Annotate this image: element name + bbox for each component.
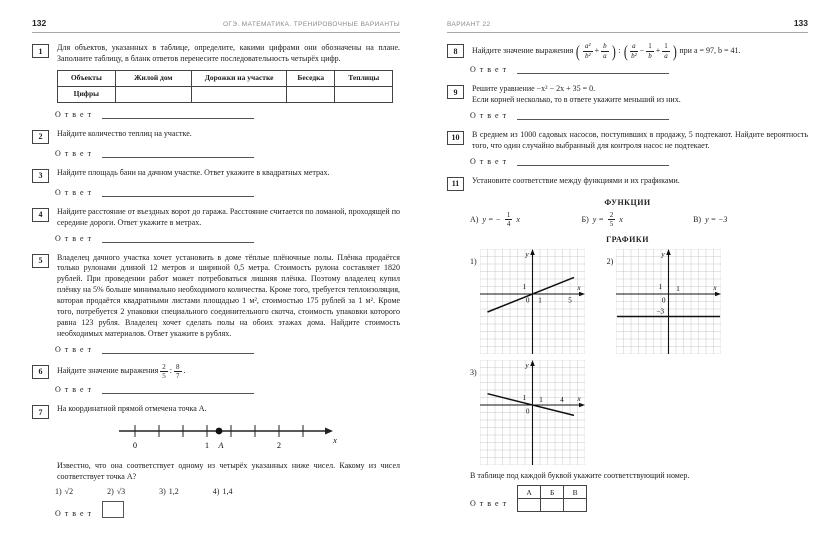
task-3-text: Найдите площадь бани на дачном участке. Ответ укажите в квадратных метрах. [57, 167, 330, 177]
answer-label: О т в е т [55, 233, 93, 243]
task-2-number: 2 [32, 130, 49, 144]
task-11-number: 11 [447, 177, 464, 191]
option-1: 1) √2 [55, 486, 74, 496]
fraction: $\frac{a}{\text{b²}}$ [631, 42, 637, 60]
answer-label: О т в е т [470, 156, 508, 166]
answer-blank [102, 386, 254, 394]
function-v: В) y = −3 [693, 215, 728, 225]
task-3-answer [55, 188, 400, 197]
answer-blank [102, 346, 254, 354]
task-6-text: Найдите значение выражения [57, 366, 159, 376]
svg-text:x: x [577, 284, 581, 293]
plus-operator: + [594, 46, 600, 56]
abc-cell-empty [564, 499, 587, 512]
left-running-title: ОГЭ. МАТЕМАТИКА. ТРЕНИРОВОЧНЫЕ ВАРИАНТЫ [222, 21, 400, 28]
y-axis-arrow [530, 360, 535, 366]
fraction: $\frac{1}{4}$ [506, 210, 511, 228]
objects-table-header: Беседка [287, 70, 335, 86]
left-page-number: 132 [32, 18, 47, 28]
task-4 [32, 207, 400, 229]
task-5-answer [55, 345, 400, 354]
fraction: $\frac{b}{a}$ [603, 42, 607, 60]
task-1-answer [55, 110, 400, 119]
abc-cell-empty [518, 499, 541, 512]
svg-text:y: y [661, 250, 665, 259]
digits-row-label: Цифры [58, 86, 116, 102]
svg-text:1: 1 [538, 396, 543, 405]
graph-3 [470, 360, 585, 465]
task-7 [32, 404, 400, 483]
task-4-text: Найдите расстояние от въездных ворот до гаража. Расстояние считается по ломаной, проходящей по середине дороги. Ответ укажите в метрах. [57, 206, 400, 227]
option-3: 3) 1,2 [159, 486, 179, 496]
objects-table-header: Теплицы [335, 70, 393, 86]
svg-text:y: y [525, 250, 529, 259]
graph-3-svg [480, 360, 585, 465]
objects-table-header: Дорожки на участке [192, 70, 287, 86]
functions-heading: ФУНКЦИИ [604, 197, 651, 207]
task-7-text2: Известно, что она соответствует одному из четырёх указанных ниже чисел. Какому из чисел соответствует точка A? [57, 460, 400, 481]
svg-text:4: 4 [559, 396, 564, 405]
colon-operator: : [618, 46, 621, 56]
answer-label: О т в е т [470, 499, 508, 509]
svg-text:0: 0 [662, 296, 666, 305]
task-9-body [472, 84, 808, 106]
task-10 [447, 130, 808, 152]
svg-text:1: 1 [676, 285, 681, 294]
task-6-body [57, 364, 400, 381]
open-paren: ( [576, 42, 581, 61]
colon-operator: : [169, 366, 173, 376]
graphs-row-1 [470, 249, 808, 354]
graph-1-line [487, 278, 574, 313]
svg-text:0: 0 [525, 296, 530, 305]
graph-2-id: 2) [606, 257, 614, 267]
svg-text:x: x [577, 395, 581, 404]
task-3-number: 3 [32, 169, 49, 183]
right-running-title: ВАРИАНТ 22 [447, 21, 491, 28]
left-page-header [32, 18, 400, 33]
answer-blank [102, 111, 254, 119]
svg-text:y: y [525, 361, 529, 370]
objects-table-header-row [58, 70, 393, 86]
svg-text:1: 1 [522, 394, 526, 403]
fraction: $\frac{\text{a²}}{\text{b²}}$ [584, 42, 591, 60]
svg-text:1: 1 [658, 283, 663, 292]
right-page-number: 133 [793, 18, 808, 28]
task-11-footer: В таблице под каждой буквой укажите соответствующий номер. [470, 471, 690, 481]
objects-table-header: Жилой дом [115, 70, 191, 86]
task-2-text: Найдите количество теплиц на участке. [57, 128, 192, 138]
task-6-number: 6 [32, 365, 49, 379]
x-axis-arrow [579, 403, 585, 408]
task-5 [32, 253, 400, 340]
graph-2 [607, 249, 722, 354]
task-10-text: В среднем из 1000 садовых насосов, поступивших в продажу, 5 подтекают. Найдите вероятность того, что один случайно выбранный для контроля насос не подтекает. [472, 129, 808, 150]
fraction: $\frac{1}{a}$ [664, 42, 668, 60]
task-7-body [57, 404, 400, 483]
task-11 [447, 176, 808, 191]
tick-label-0: 0 [132, 441, 137, 451]
task-5-number: 5 [32, 254, 49, 268]
fraction: $\frac{2}{5}$ [609, 210, 614, 228]
task-4-number: 4 [32, 208, 49, 222]
answer-label: О т в е т [55, 385, 93, 395]
fraction: $\frac{1}{b}$ [648, 42, 652, 60]
task-10-number: 10 [447, 131, 464, 145]
answer-label: О т в е т [55, 344, 93, 354]
answer-label: О т в е т [470, 110, 508, 120]
task-8 [447, 43, 808, 60]
x-axis-arrow [715, 292, 721, 297]
close-paren: ) [672, 42, 677, 61]
task-8-number: 8 [447, 44, 464, 58]
tick-label-1: 1 [204, 441, 209, 451]
digits-cell-empty [335, 86, 393, 102]
task-9-answer [470, 111, 808, 120]
svg-text:x: x [713, 284, 717, 293]
task-6-answer [55, 385, 400, 394]
task-7-number: 7 [32, 405, 49, 419]
axis-arrow [325, 428, 333, 435]
abc-header: Б [541, 486, 564, 499]
task-2-answer [55, 149, 400, 158]
objects-table-digits-row [58, 86, 393, 102]
option-4: 4) 1,4 [212, 486, 233, 496]
task-9-text2: Если корней несколько, то в ответе укажите меньший из них. [472, 94, 681, 104]
minus-operator: − [639, 46, 645, 56]
task-1-number: 1 [32, 44, 49, 58]
right-page [410, 0, 820, 553]
number-line-figure [57, 419, 400, 457]
task-3 [32, 168, 400, 183]
answer-label: О т в е т [55, 508, 93, 518]
tick-label-2: 2 [276, 441, 281, 451]
open-paren: ( [623, 42, 628, 61]
answer-label: О т в е т [55, 109, 93, 119]
task-7-answer [55, 501, 400, 518]
graphs-heading: ГРАФИКИ [606, 235, 649, 245]
task-1 [32, 43, 400, 105]
task-8-text: Найдите значение выражения [472, 46, 574, 56]
task-1-body [57, 43, 400, 105]
answer-label: О т в е т [55, 148, 93, 158]
answer-label: О т в е т [470, 65, 508, 74]
y-axis-arrow [530, 249, 535, 255]
objects-table-header: Объекты [58, 70, 116, 86]
answer-blank [102, 150, 254, 158]
task-6 [32, 364, 400, 381]
task-8-body [472, 43, 808, 60]
task-9 [447, 84, 808, 106]
task-9-number: 9 [447, 85, 464, 99]
task-10-answer [470, 157, 808, 166]
graph-2-svg [616, 249, 721, 354]
abc-header-row [518, 486, 587, 499]
abc-answer-table [517, 485, 587, 512]
fraction: $\frac{8}{7}$ [176, 362, 180, 380]
abc-header: В [564, 486, 587, 499]
answer-blank [517, 66, 669, 74]
answer-blank [517, 112, 669, 120]
digits-cell-empty [192, 86, 287, 102]
answer-blank [517, 158, 669, 166]
function-a: А) y = − $\frac{1}{4}$ x [470, 210, 520, 228]
digits-cell-empty [287, 86, 335, 102]
task-11-text: Установите соответствие между функциями и их графиками. [472, 175, 680, 185]
svg-text:−3: −3 [656, 307, 665, 316]
graph-1-id: 1) [470, 257, 477, 267]
svg-text:1: 1 [537, 296, 542, 305]
task-5-text: Владелец дачного участка хочет установить в доме тёплые плёночные полы. Плёнка продаётся только рулонами длиной 12 метров и шириной 0,5 метра. Стоимость рулона составляет 1820 рублей. При проведении работ может потребоваться лишняя плёнка. Поэтому владелец купил плёнку на 5% больше минимально необходимого количества. Кроме того, требуется теплоизоляция, которая продаётся квадратными листами площадью 1 м², стоимостью 175 рублей за 1 м². Кроме того, потребуется 2 упаковки специального соединительного скотча, стоимость упаковки которого равна 123 рубля. Владелец хочет сделать полы на обоих этажах дома. Найдите стоимость необходимых материалов. Ответ укажите в рублях. [57, 252, 400, 338]
digits-cell-empty [115, 86, 191, 102]
objects-table [57, 70, 393, 103]
graph-1-svg [480, 249, 585, 354]
x-axis-arrow [579, 292, 585, 297]
abc-cell-empty [541, 499, 564, 512]
task-2 [32, 129, 400, 144]
x-axis-label: x [332, 436, 337, 446]
answer-blank [102, 189, 254, 197]
option-2: 2) √3 [107, 486, 126, 496]
graph-3-id: 3) [470, 368, 477, 378]
answer-blank [102, 235, 254, 243]
number-line-svg [113, 419, 345, 453]
close-paren: ) [611, 42, 616, 61]
task-4-answer [55, 234, 400, 243]
svg-text:1: 1 [522, 283, 526, 292]
svg-text:0: 0 [525, 407, 530, 416]
abc-header: А [518, 486, 541, 499]
plus-operator: + [655, 46, 661, 56]
task-7-options [55, 487, 400, 496]
task-11-answer [470, 485, 808, 512]
task-8-answer [470, 65, 808, 74]
svg-text:5: 5 [567, 296, 572, 305]
graph-1 [470, 249, 585, 354]
point-a-dot [215, 428, 222, 435]
period: . [183, 366, 186, 376]
function-b: Б) y = $\frac{2}{5}$ x [581, 210, 623, 228]
graphs-block [470, 249, 808, 465]
task-9-equation: Решите уравнение −x² − 2x + 35 = 0. [472, 84, 596, 93]
point-a-label: A [218, 441, 223, 451]
answer-box [102, 501, 124, 518]
task-1-text: Для объектов, указанных в таблице, определите, какими цифрами они обозначены на плане. Заполните таблицу, в бланк ответов перенесите последовательность четырёх цифр. [57, 43, 400, 63]
y-axis-arrow [667, 249, 672, 255]
functions-list [470, 212, 808, 229]
answer-label: О т в е т [55, 187, 93, 197]
task-7-text1: На координатной прямой отмечена точка A. [57, 404, 207, 414]
graphs-row-2 [470, 360, 808, 465]
abc-empty-row [518, 499, 587, 512]
fraction: $\frac{2}{5}$ [162, 362, 166, 380]
task-8-condition: при a = 97, b = 41. [679, 46, 741, 56]
right-page-header [447, 18, 808, 33]
